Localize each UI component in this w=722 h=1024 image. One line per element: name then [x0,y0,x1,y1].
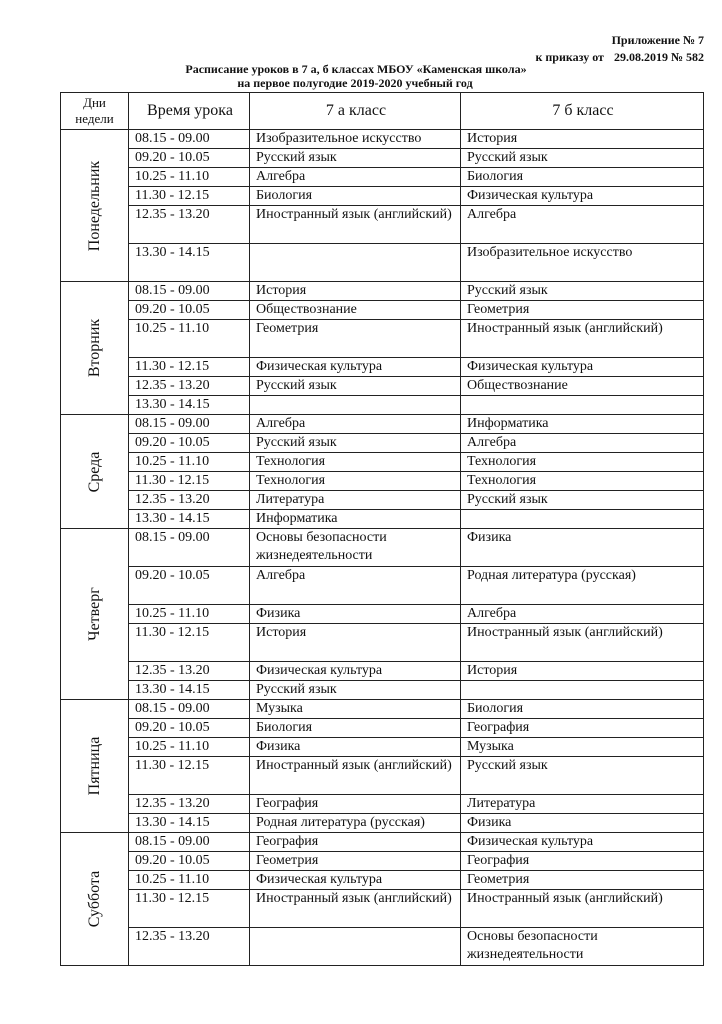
time-column-header: Время урока [129,93,250,130]
lesson-time: 08.15 - 09.00 [129,130,250,149]
schedule-row [61,719,704,738]
lesson-time: 12.35 - 13.20 [129,662,250,681]
day-cell [61,833,129,966]
schedule-row [61,282,704,301]
day-cell [61,529,129,700]
class-a-subject [250,396,461,415]
class-a-subject: География [250,795,461,814]
class-a-subject: Обществознание [250,301,461,320]
class-a-subject: Иностранный язык (английский) [250,757,461,795]
lesson-time: 13.30 - 14.15 [129,510,250,529]
schedule-row [61,472,704,491]
lesson-time: 09.20 - 10.05 [129,149,250,168]
schedule-row [61,187,704,206]
class-a-subject: Русский язык [250,377,461,396]
lesson-time: 12.35 - 13.20 [129,377,250,396]
class-b-subject: Геометрия [461,301,704,320]
schedule-row [61,301,704,320]
class-a-subject: Информатика [250,510,461,529]
class-b-subject: Русский язык [461,757,704,795]
schedule-row [61,149,704,168]
class-a-subject: Физическая культура [250,871,461,890]
day-cell [61,700,129,833]
schedule-row [61,453,704,472]
schedule-row [61,358,704,377]
lesson-time: 12.35 - 13.20 [129,795,250,814]
lesson-time: 10.25 - 11.10 [129,168,250,187]
class-a-subject: Родная литература (русская) [250,814,461,833]
days-header-line2: недели [75,111,114,126]
class-b-subject: Физическая культура [461,187,704,206]
day-name: Среда [85,451,103,492]
lesson-time: 08.15 - 09.00 [129,833,250,852]
class-a-subject: Изобразительное искусство [250,130,461,149]
class-b-subject: Алгебра [461,434,704,453]
day-cell [61,415,129,529]
class-a-subject: Технология [250,453,461,472]
class-b-subject: Информатика [461,415,704,434]
schedule-row [61,738,704,757]
schedule-row [61,434,704,453]
schedule-row [61,662,704,681]
class-a-subject: Русский язык [250,681,461,700]
lesson-time: 13.30 - 14.15 [129,396,250,415]
schedule-table [60,92,704,966]
schedule-row [61,871,704,890]
class-b-subject: Родная литература (русская) [461,567,704,605]
lesson-time: 09.20 - 10.05 [129,301,250,320]
days-column-header [61,93,129,130]
class-b-subject [461,396,704,415]
class-a-subject: Литература [250,491,461,510]
class-b-subject: Русский язык [461,149,704,168]
schedule-row [61,833,704,852]
class-b-subject: Физическая культура [461,358,704,377]
schedule-row [61,168,704,187]
class-b-subject: География [461,852,704,871]
lesson-time: 11.30 - 12.15 [129,472,250,491]
document-subtitle: на первое полугодие 2019-2020 учебный год [237,76,473,90]
class-b-subject: Литература [461,795,704,814]
lesson-time: 10.25 - 11.10 [129,320,250,358]
class-a-subject: Основы безопасности жизнедеятельности [250,529,461,567]
class-b-subject: Русский язык [461,491,704,510]
class-b-subject: Иностранный язык (английский) [461,320,704,358]
class-a-subject: Физика [250,605,461,624]
class-b-subject: Изобразительное искусство [461,244,704,282]
class-b-subject: Физика [461,529,704,567]
class-b-subject [461,510,704,529]
class-b-subject: Физика [461,814,704,833]
lesson-time: 09.20 - 10.05 [129,719,250,738]
class-b-subject [461,681,704,700]
schedule-row [61,890,704,928]
lesson-time: 11.30 - 12.15 [129,187,250,206]
lesson-time: 11.30 - 12.15 [129,890,250,928]
schedule-row [61,567,704,605]
class-b-subject: Алгебра [461,206,704,244]
class-a-subject: Музыка [250,700,461,719]
days-header-line1: Дни [83,95,106,110]
class-a-subject: География [250,833,461,852]
day-name: Четверг [85,587,103,641]
schedule-row [61,700,704,719]
class-b-subject: Основы безопасности жизнедеятельности [461,928,704,966]
class-a-subject: История [250,282,461,301]
lesson-time: 12.35 - 13.20 [129,491,250,510]
lesson-time: 09.20 - 10.05 [129,567,250,605]
schedule-row [61,415,704,434]
class-b-subject: Иностранный язык (английский) [461,624,704,662]
document-title: Расписание уроков в 7 а, б классах МБОУ «Каменская школа» [185,62,527,76]
lesson-time: 13.30 - 14.15 [129,244,250,282]
class-b-subject: География [461,719,704,738]
day-name: Вторник [85,318,103,378]
schedule-row [61,396,704,415]
schedule-row [61,681,704,700]
schedule-row [61,510,704,529]
class-b-subject: Технология [461,453,704,472]
order-prefix: к приказу от [535,50,604,64]
schedule-row [61,491,704,510]
class-a-subject [250,928,461,966]
class-b-subject: Геометрия [461,871,704,890]
lesson-time: 09.20 - 10.05 [129,434,250,453]
class-a-subject: Иностранный язык (английский) [250,206,461,244]
class-a-subject: Биология [250,719,461,738]
class-a-subject: Русский язык [250,434,461,453]
class-a-subject: Геометрия [250,320,461,358]
class-a-column-header: 7 а класс [250,93,461,130]
class-b-subject: Физическая культура [461,833,704,852]
class-a-subject: Иностранный язык (английский) [250,890,461,928]
class-a-subject: Физика [250,738,461,757]
order-number: 29.08.2019 № 582 [613,50,704,64]
lesson-time: 08.15 - 09.00 [129,282,250,301]
class-a-subject: Физическая культура [250,662,461,681]
day-name: Пятница [85,736,103,796]
lesson-time: 10.25 - 11.10 [129,871,250,890]
day-cell [61,282,129,415]
class-b-subject: Музыка [461,738,704,757]
class-b-subject: Русский язык [461,282,704,301]
lesson-time: 11.30 - 12.15 [129,358,250,377]
class-a-subject: Алгебра [250,567,461,605]
lesson-time: 13.30 - 14.15 [129,814,250,833]
class-b-subject: История [461,130,704,149]
class-b-subject: Технология [461,472,704,491]
lesson-time: 12.35 - 13.20 [129,206,250,244]
table-header-row [61,93,704,130]
schedule-row [61,757,704,795]
class-b-subject: Обществознание [461,377,704,396]
class-a-subject: Русский язык [250,149,461,168]
annex-number: Приложение № 7 [611,33,704,47]
class-a-subject: Технология [250,472,461,491]
class-a-subject: Алгебра [250,415,461,434]
annex-header [525,32,704,66]
class-a-subject: Биология [250,187,461,206]
document-titles [0,62,722,90]
schedule-row [61,130,704,149]
class-b-subject: Иностранный язык (английский) [461,890,704,928]
schedule-row [61,814,704,833]
schedule-row [61,605,704,624]
schedule-row [61,852,704,871]
lesson-time: 10.25 - 11.10 [129,453,250,472]
class-b-column-header: 7 б класс [461,93,704,130]
class-a-subject [250,244,461,282]
lesson-time: 08.15 - 09.00 [129,529,250,567]
day-name: Понедельник [85,160,103,251]
class-a-subject: Алгебра [250,168,461,187]
lesson-time: 09.20 - 10.05 [129,852,250,871]
class-a-subject: Физическая культура [250,358,461,377]
schedule-row [61,206,704,244]
lesson-time: 10.25 - 11.10 [129,738,250,757]
class-b-subject: Биология [461,700,704,719]
class-a-subject: История [250,624,461,662]
day-name: Суббота [85,870,103,928]
class-b-subject: Биология [461,168,704,187]
lesson-time: 08.15 - 09.00 [129,700,250,719]
lesson-time: 12.35 - 13.20 [129,928,250,966]
lesson-time: 08.15 - 09.00 [129,415,250,434]
schedule-row [61,377,704,396]
schedule-row [61,320,704,358]
schedule-row [61,928,704,966]
lesson-time: 13.30 - 14.15 [129,681,250,700]
schedule-body [61,130,704,966]
class-b-subject: Алгебра [461,605,704,624]
schedule-row [61,529,704,567]
class-a-subject: Геометрия [250,852,461,871]
lesson-time: 11.30 - 12.15 [129,624,250,662]
lesson-time: 10.25 - 11.10 [129,605,250,624]
schedule-row [61,244,704,282]
day-cell [61,130,129,282]
schedule-row [61,624,704,662]
schedule-row [61,795,704,814]
class-b-subject: История [461,662,704,681]
lesson-time: 11.30 - 12.15 [129,757,250,795]
